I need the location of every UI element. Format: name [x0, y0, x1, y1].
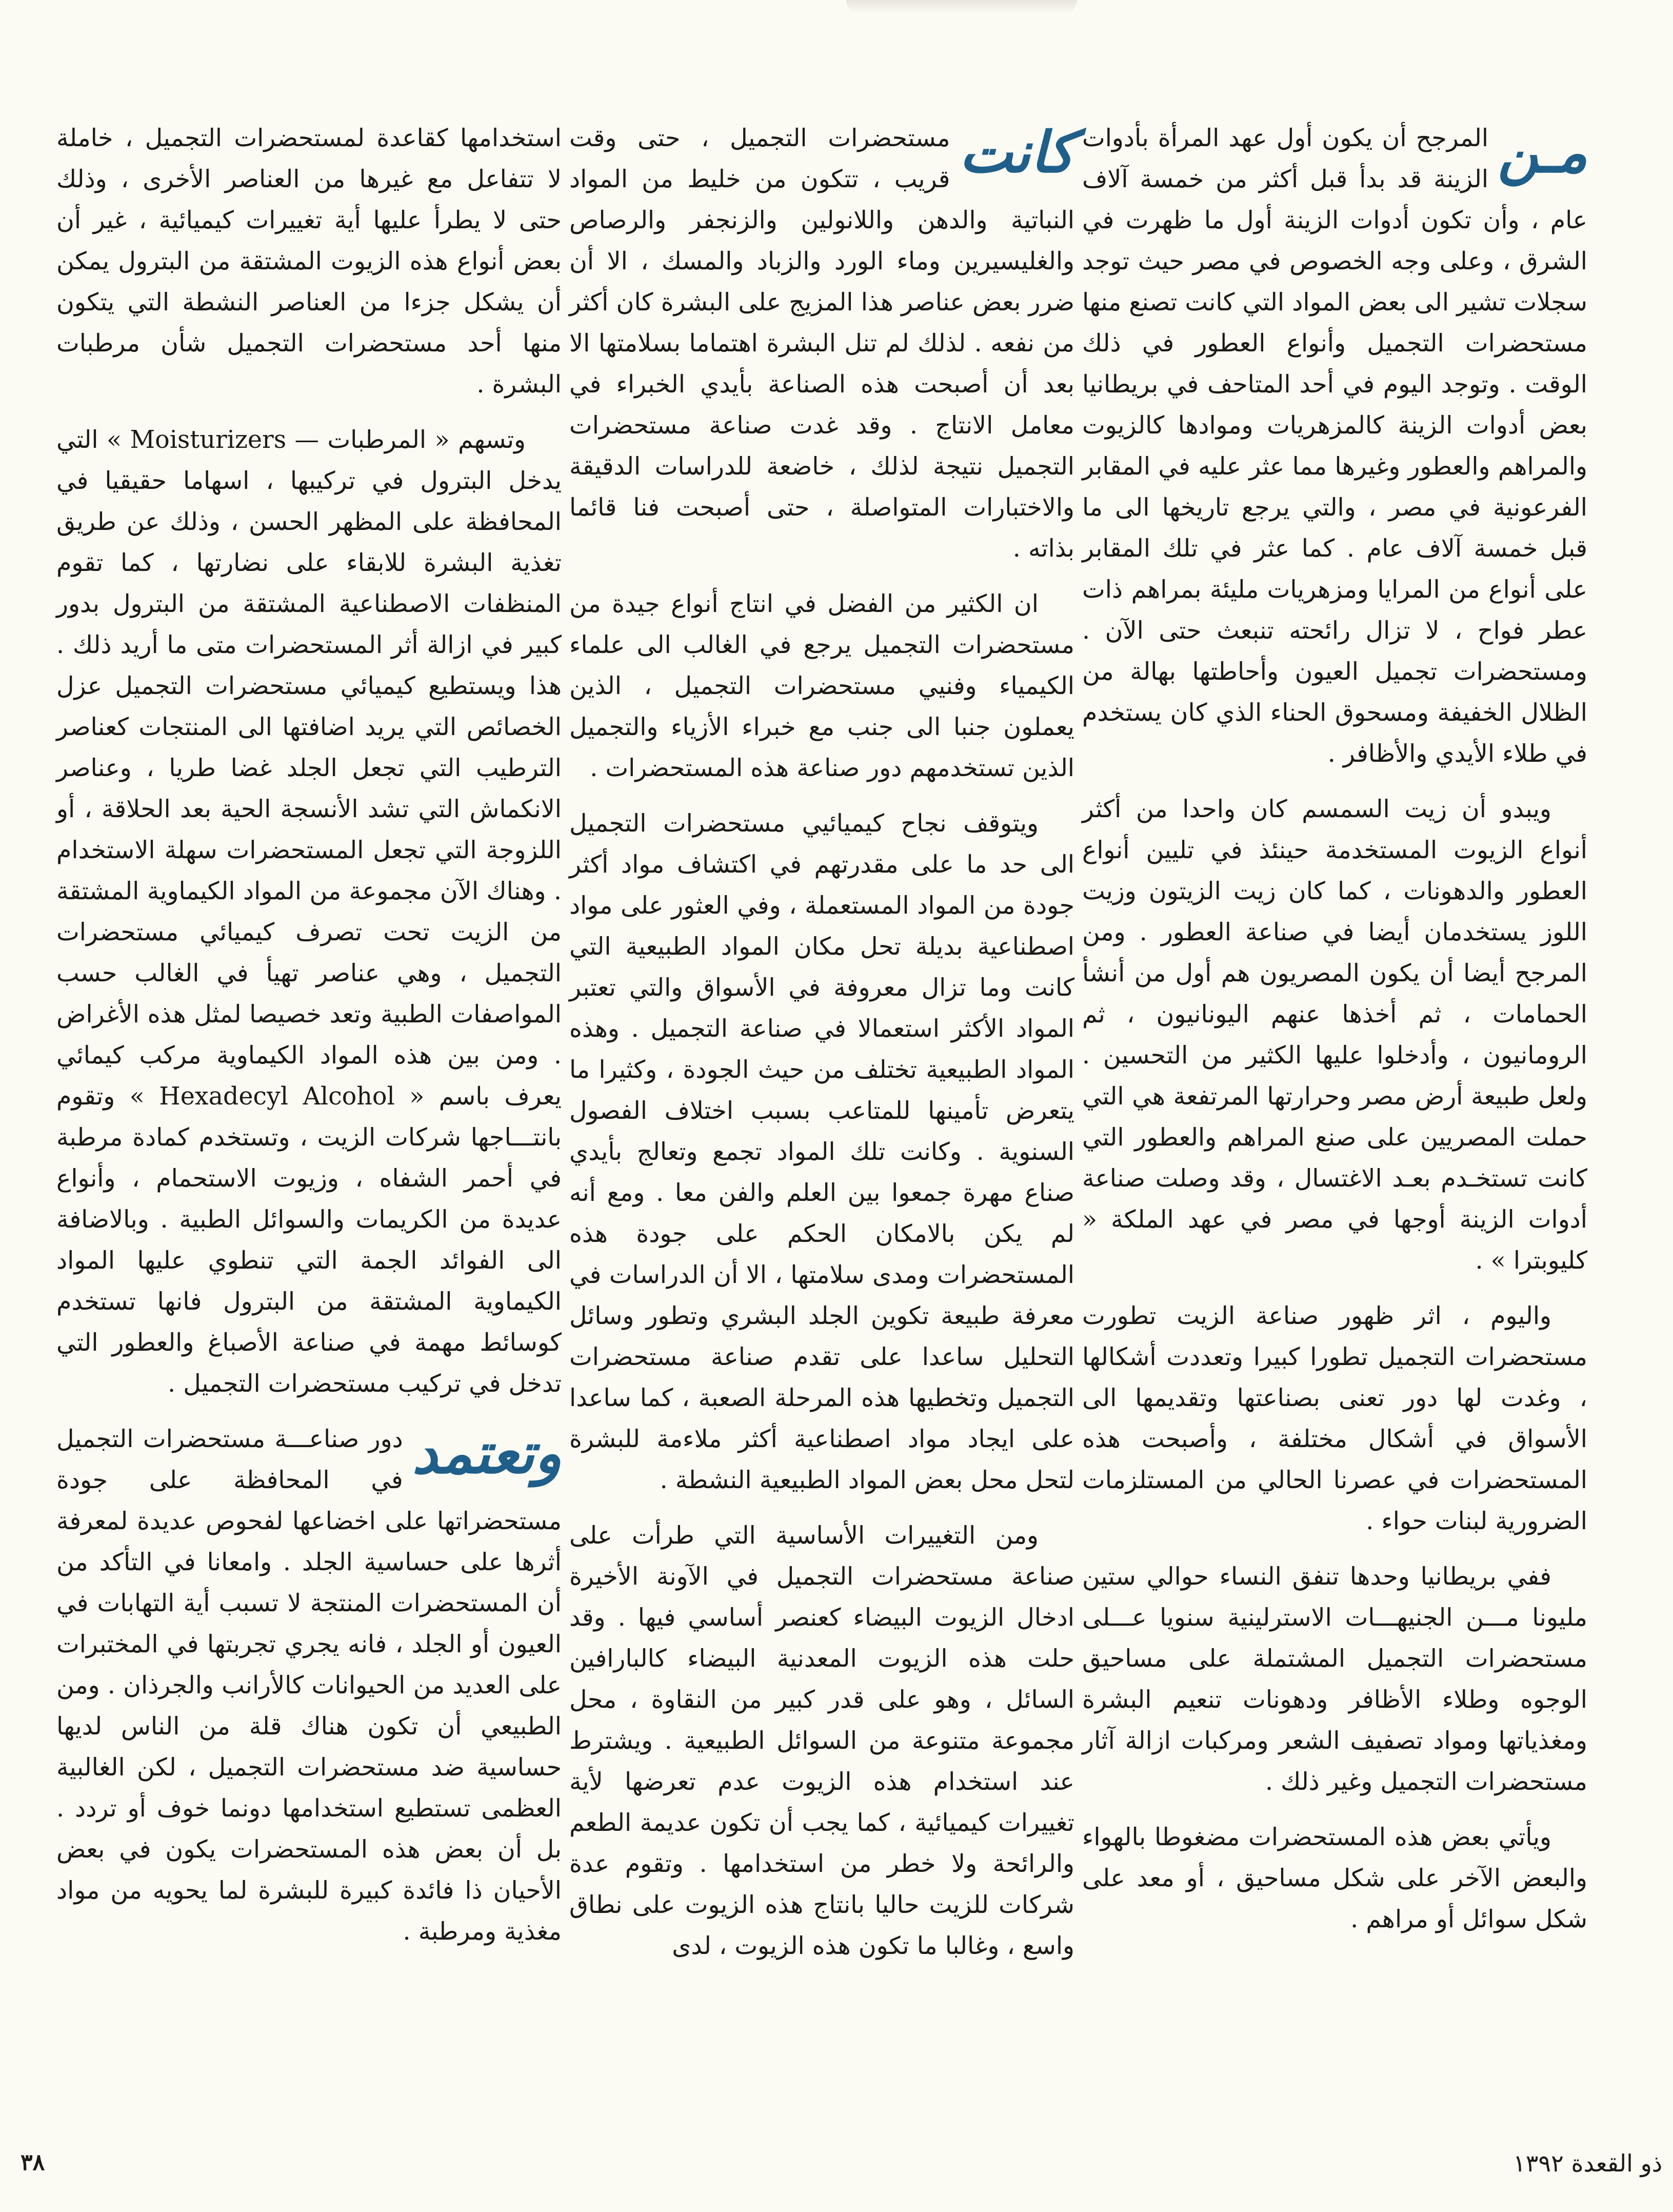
drop-cap-word: مـن [1498, 119, 1587, 185]
drop-cap-word: كانت [959, 119, 1074, 185]
article-paragraph: استخدامها كقاعدة لمستحضرات التجميل ، خاملة لا تتفاعل مع غيرها من العناصر الأخرى ، وذلك حتى لا يطرأ عليها أية تغييرات كيميائية ، غير أن بعض أنواع هذه الزيوت المشتقة من البترول يمكن أن يشكل جزءا من العناصر النشطة التي يتكون منها أحد مستحضرات التجميل شأن مرطبات البشرة . [56, 124, 562, 399]
article-paragraph: واليوم ، اثر ظهور صناعة الزيت تطورت مستحضرات التجميل تطورا كبيرا وتعددت أشكالها ، وغدت لها دور تعنى بصناعتها وتقديمها الى الأسواق في أشكال مختلفة ، وأصبحت هذه المستحضرات في عصرنا الحالي من المستلزمات الضرورية لبنات حواء . [1082, 1302, 1587, 1535]
page-number: ٣٨ [21, 2149, 45, 2176]
paragraph-text: مستحضرات التجميل ، حتى وقت قريب ، تتكون من خليط من المواد النباتية والدهن واللانولين والزنجفر والرصاص والغليسيرين وماء الورد والزباد والمسك ، الا أن ضرر بعض عناصر هذا المزيج على البشرة كان أكثر من نفعه . لذلك لم تنل البشرة اهتماما بسلامتها الا بعد أن أصبحت هذه الصناعة بأيدي الخبراء في معامل الانتاج . وقد غدت صناعة مستحضرات التجميل نتيجة لذلك ، خاضعة للدراسات الدقيقة والاختبارات المتواصلة ، حتى أصبحت فنا قائما بذاته . [569, 124, 1074, 563]
article-paragraph [56, 1419, 562, 1952]
column-middle [569, 118, 1074, 1981]
issue-date: ذو القعدة ١٣٩٢ [1513, 2149, 1663, 2177]
column-left [56, 118, 562, 1967]
article-paragraph: وتسهم « المرطبات — Moisturizers » التي يدخل البترول في تركيبها ، اسهاما حقيقيا في المحافظة على المظهر الحسن ، وذلك عن طريق تغذية البشرة للابقاء على نضارتها ، كما تقوم المنظفات الاصطناعية المشتقة من البترول بدور كبير في ازالة أثر المستحضرات متى ما أريد ذلك . هذا ويستطيع كيميائي مستحضرات التجميل عزل الخصائص التي يريد اضافتها الى المنتجات كعناصر الترطيب التي تجعل الجلد غضا طريا ، وعناصر الانكماش التي تشد الأنسجة الحية بعد الحلاقة ، أو اللزوجة التي تجعل المستحضرات سهلة الاستخدام . وهناك الآن مجموعة من المواد الكيماوية المشتقة من الزيت تحت تصرف كيميائي مستحضرات التجميل ، وهي عناصر تهيأ في الغالب حسب المواصفات الطبية وتعد خصيصا لمثل هذه الأغراض . ومن بين هذه المواد الكيماوية مركب كيمائي يعرف باسم « Hexadecyl Alcohol » وتقوم بانتـــاجها شركات الزيت ، وتستخدم كمادة مرطبة في أحمر الشفاه ، وزيوت الاستحمام ، وأنواع عديدة من الكريمات والسوائل الطبية . وبالاضافة الى الفوائد الجمة التي تنطوي عليها المواد الكيماوية المشتقة من البترول فانها تستخدم كوسائط مهمة في صناعة الأصباغ والعطور التي تدخل في تركيب مستحضرات التجميل . [56, 426, 562, 1398]
article-paragraph: ويأتي بعض هذه المستحضرات مضغوطا بالهواء والبعض الآخر على شكل مساحيق ، أو معد على شكل سوائل أو مراهم . [1082, 1823, 1587, 1933]
article-paragraph: ان الكثير من الفضل في انتاج أنواع جيدة من مستحضرات التجميل يرجع في الغالب الى علماء الكيمياء وفنيي مستحضرات التجميل ، الذين يعملون جنبا الى جنب مع خبراء الأزياء والتجميل الذين تستخدمهم دور صناعة هذه المستحضرات . [569, 590, 1074, 782]
paragraph-text: المرجح أن يكون أول عهد المرأة بأدوات الزينة قد بدأ قبل أكثر من خمسة آلاف عام ، وأن تكون أدوات الزينة أول ما ظهرت في الشرق ، وعلى وجه الخصوص في مصر حيث توجد سجلات تشير الى بعض المواد التي كانت تصنع منها مستحضرات التجميل وأنواع العطور في ذلك الوقت . وتوجد اليوم في أحد المتاحف في بريطانيا بعض أدوات الزينة كالمزهريات وموادها كالزيوت والمراهم والعطور وغيرها مما عثر عليه في المقابر الفرعونية في مصر ، والتي يرجع تاريخها الى ما قبل خمسة آلاف عام . كما عثر في تلك المقابر على أنواع من المرايا ومزهريات مليئة بمراهم ذات عطر فواح ، لا تزال رائحته تنبعث حتى الآن . ومستحضرات تجميل العيون وأحاطتها بهالة من الظلال الخفيفة ومسحوق الحناء الذي كان يستخدم في طلاء الأيدي والأظافر . [1082, 124, 1587, 768]
article-paragraph: ويتوقف نجاح كيميائيي مستحضرات التجميل الى حد ما على مقدرتهم في اكتشاف مواد أكثر جودة من المواد المستعملة ، وفي العثور على مواد اصطناعية بديلة تحل مكان المواد الطبيعية التي كانت وما تزال معروفة في الأسواق والتي تعتبر المواد الأكثر استعمالا في صناعة التجميل . وهذه المواد الطبيعية تختلف من حيث الجودة ، وكثيرا ما يتعرض تأمينها للمتاعب بسبب اختلاف الفصول السنوية . وكانت تلك المواد تجمع وتعالج بأيدي صناع مهرة جمعوا بين العلم والفن معا . ومع أنه لم يكن بالامكان الحكم على جودة هذه المستحضرات ومدى سلامتها ، الا أن الدراسات في معرفة طبيعة تكوين الجلد البشري وتطور وسائل التحليل ساعدا على تقدم صناعة مستحضرات التجميل وتخطيها هذه المرحلة الصعبة ، كما ساعدا على ايجاد مواد اصطناعية أكثر ملاءمة للبشرة لتحل محل بعض المواد الطبيعية النشطة . [569, 809, 1074, 1494]
article-paragraph: ففي بريطانيا وحدها تنفق النساء حوالي ستين مليونا مـــن الجنيهـــات الاسترلينية سنويا عـــلى مستحضرات التجميل المشتملة على مساحيق الوجوه وطلاء الأظافر ودهونات تنعيم البشرة ومغذياتها ومواد تصفيف الشعر ومركبات ازالة آثار مستحضرات التجميل وغير ذلك . [1082, 1563, 1587, 1796]
article-paragraph [569, 118, 1074, 569]
article-paragraph: ومن التغييرات الأساسية التي طرأت على صناعة مستحضرات التجميل في الآونة الأخيرة ادخال الزيوت البيضاء كعنصر أساسي فيها . وقد حلت هذه الزيوت المعدنية البيضاء كالبارافين السائل ، وهو على قدر كبير من النقاوة ، محل مجموعة متنوعة من السوائل الطبيعية . ويشترط عند استخدام هذه الزيوت عدم تعرضها لأية تغييرات كيميائية ، كما يجب أن تكون عديمة الطعم والرائحة ولا خطر من استخدامها . وتقوم عدة شركات للزيت حاليا بانتاج هذه الزيوت على نطاق واسع ، وغالبا ما تكون هذه الزيوت ، لدى [569, 1522, 1074, 1960]
article-paragraph [1082, 118, 1587, 775]
column-right [1082, 118, 1587, 1954]
scan-smudge [846, 0, 1077, 13]
drop-cap-word: وتعتمد [412, 1420, 562, 1486]
paragraph-text: دور صناعـــة مستحضرات التجميل في المحافظة على جودة مستحضراتها على اخضاعها لفحوص عديدة لمعرفة أثرها على حساسية الجلد . وامعانا في التأكد من أن المستحضرات المنتجة لا تسبب أية التهابات في العيون أو الجلد ، فانه يجري تجربتها في المختبرات على العديد من الحيوانات كالأرانب والجرذان . ومن الطبيعي أن تكون هناك قلة من الناس لديها حساسية ضد مستحضرات التجميل ، لكن الغالبية العظمى تستطيع استخدامها دونما خوف أو تردد . بل أن بعض هذه المستحضرات يكون في بعض الأحيان ذا فائدة كبيرة للبشرة لما يحويه من مواد مغذية ومرطبة . [56, 1425, 562, 1946]
article-paragraph: ويبدو أن زيت السمسم كان واحدا من أكثر أنواع الزيوت المستخدمة حينئذ في تليين أنواع العطور والدهونات ، كما كان زيت الزيتون وزيت اللوز يستخدمان أيضا في صناعة العطور . ومن المرجح أيضا أن يكون المصريون هم أول من أنشأ الحمامات ، ثم أخذها عنهم اليونانيون ، ثم الرومانيون ، وأدخلوا عليها الكثير من التحسين . ولعل طبيعة أرض مصر وحرارتها المرتفعة هي التي حملت المصريين على صنع المراهم والعطور التي كانت تستخـدم بعـد الاغتسال ، وقد وصلت صناعة أدوات الزينة أوجها في مصر في عهد الملكة « كليوبترا » . [1082, 795, 1587, 1275]
